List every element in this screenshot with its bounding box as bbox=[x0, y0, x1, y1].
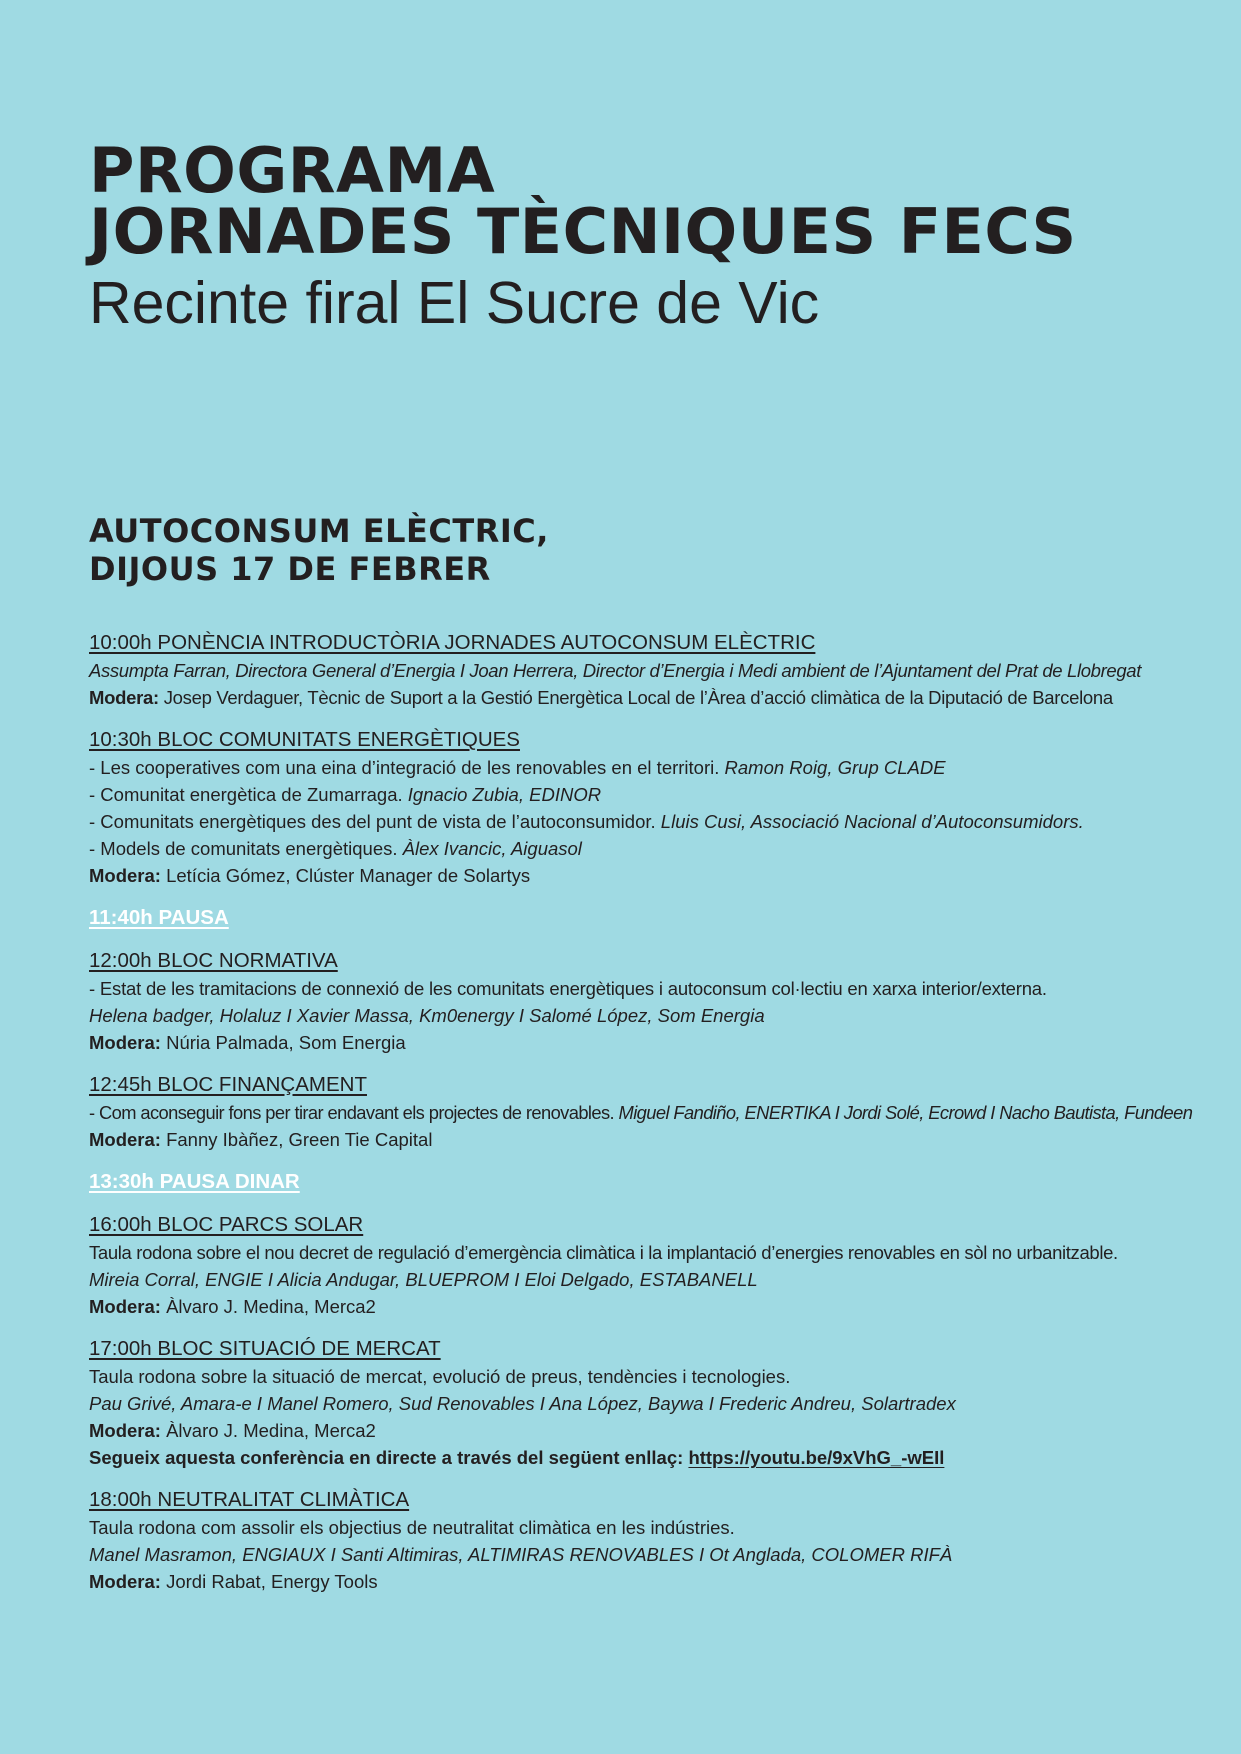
moderator-label: Modera: bbox=[89, 865, 161, 886]
moderator-label: Modera: bbox=[89, 1420, 161, 1441]
session-moderator bbox=[89, 1417, 1199, 1444]
session-title: 17:00h BLOC SITUACIÓ DE MERCAT bbox=[89, 1337, 441, 1360]
talk-item bbox=[89, 781, 1199, 808]
moderator-name: Àlvaro J. Medina, Merca2 bbox=[166, 1420, 376, 1441]
moderator-label: Modera: bbox=[89, 1571, 161, 1592]
session-title: 12:00h BLOC NORMATIVA bbox=[89, 949, 338, 972]
session-climate-neutrality bbox=[89, 1485, 1199, 1595]
talk-speaker: Lluis Cusi, Associació Nacional d’Autoconsumidors. bbox=[660, 811, 1084, 832]
talk-text: - Comunitats energètiques des del punt de vista de l’autoconsumidor. bbox=[89, 811, 656, 832]
session-description: - Estat de les tramitacions de connexió de les comunitats energètiques i autoconsum col·lectiu en xarxa interior/externa. bbox=[89, 978, 1047, 999]
session-speakers: Mireia Corral, ENGIE I Alicia Andugar, BLUEPROM I Eloi Delgado, ESTABANELL bbox=[89, 1269, 758, 1290]
moderator-name: Jordi Rabat, Energy Tools bbox=[166, 1571, 378, 1592]
talk-item bbox=[89, 754, 1199, 781]
session-title: 16:00h BLOC PARCS SOLAR bbox=[89, 1213, 364, 1236]
session-regulation bbox=[89, 946, 1199, 1056]
pause-title: 11:40h PAUSA bbox=[89, 906, 229, 929]
stream-text: Segueix aquesta conferència en directe a través del següent enllaç: bbox=[89, 1447, 684, 1468]
moderator-name: Letícia Gómez, Clúster Manager de Solartys bbox=[166, 865, 531, 886]
talk-text: - Models de comunitats energètiques. bbox=[89, 838, 398, 859]
session-description: Taula rodona sobre el nou decret de regulació d’emergència climàtica i la implantació d’energies renovables en sòl no urbanitzable. bbox=[89, 1242, 1118, 1263]
stream-link[interactable]: https://youtu.be/9xVhG_-wEIl bbox=[688, 1447, 945, 1468]
talk-text: - Com aconseguir fons per tirar endavant els projectes de renovables. bbox=[89, 1102, 615, 1123]
schedule bbox=[89, 628, 1199, 1609]
title-line-2: JORNADES TÈCNIQUES FECS bbox=[89, 195, 1077, 268]
talk-speaker: Ignacio Zubia, EDINOR bbox=[407, 784, 602, 805]
page-title bbox=[89, 134, 1077, 268]
session-moderator bbox=[89, 684, 1199, 711]
moderator-label: Modera: bbox=[89, 1129, 161, 1150]
session-market bbox=[89, 1334, 1199, 1471]
moderator-name: Núria Palmada, Som Energia bbox=[166, 1032, 406, 1053]
talk-item bbox=[89, 1099, 1199, 1126]
session-opening bbox=[89, 628, 1199, 711]
session-moderator bbox=[89, 1126, 1199, 1153]
day-heading bbox=[89, 512, 549, 588]
session-moderator bbox=[89, 862, 1199, 889]
talk-speaker: Miguel Fandiño, ENERTIKA I Jordi Solé, Ecrowd I Nacho Bautista, Fundeen bbox=[618, 1102, 1193, 1123]
venue-subtitle: Recinte firal El Sucre de Vic bbox=[89, 270, 820, 336]
session-moderator bbox=[89, 1568, 1199, 1595]
talk-item bbox=[89, 808, 1199, 835]
session-moderator bbox=[89, 1029, 1199, 1056]
talk-text: - Comunitat energètica de Zumarraga. bbox=[89, 784, 403, 805]
session-description: Taula rodona com assolir els objectius de neutralitat climàtica en les indústries. bbox=[89, 1517, 735, 1538]
session-solar-parks bbox=[89, 1210, 1199, 1320]
session-pause bbox=[89, 903, 1199, 932]
talk-text: - Les cooperatives com una eina d’integració de les renovables en el territori. bbox=[89, 757, 720, 778]
moderator-label: Modera: bbox=[89, 1032, 161, 1053]
talk-speaker: Ramon Roig, Grup CLADE bbox=[724, 757, 946, 778]
stream-notice bbox=[89, 1444, 1199, 1471]
talk-speaker: Àlex Ivancic, Aiguasol bbox=[402, 838, 582, 859]
session-speakers: Manel Masramon, ENGIAUX I Santi Altimiras, ALTIMIRAS RENOVABLES I Ot Anglada, COLOMER RIFÀ bbox=[89, 1544, 953, 1565]
moderator-name: Fanny Ibàñez, Green Tie Capital bbox=[166, 1129, 433, 1150]
session-title: 10:00h PONÈNCIA INTRODUCTÒRIA JORNADES AUTOCONSUM ELÈCTRIC bbox=[89, 631, 816, 654]
moderator-name: Àlvaro J. Medina, Merca2 bbox=[166, 1296, 376, 1317]
session-description: Taula rodona sobre la situació de mercat, evolució de preus, tendències i tecnologies. bbox=[89, 1366, 791, 1387]
day-heading-line-2: DIJOUS 17 DE FEBRER bbox=[89, 550, 491, 588]
session-communities bbox=[89, 725, 1199, 889]
moderator-label: Modera: bbox=[89, 1296, 161, 1317]
session-speakers: Pau Grivé, Amara-e I Manel Romero, Sud Renovables I Ana López, Baywa I Frederic Andreu, Solartradex bbox=[89, 1393, 956, 1414]
session-speakers: Assumpta Farran, Directora General d’Energia I Joan Herrera, Director d’Energia i Medi ambient de l’Ajuntament del Prat de Llobregat bbox=[89, 660, 1142, 681]
talk-item bbox=[89, 835, 1199, 862]
session-moderator bbox=[89, 1293, 1199, 1320]
pause-title: 13:30h PAUSA DINAR bbox=[89, 1170, 300, 1193]
session-title: 18:00h NEUTRALITAT CLIMÀTICA bbox=[89, 1488, 410, 1511]
session-title: 10:30h BLOC COMUNITATS ENERGÈTIQUES bbox=[89, 728, 520, 751]
title-line-1: PROGRAMA bbox=[89, 134, 496, 207]
moderator-label: Modera: bbox=[89, 687, 159, 708]
session-lunch-pause bbox=[89, 1167, 1199, 1196]
session-financing bbox=[89, 1070, 1199, 1153]
session-speakers: Helena badger, Holaluz I Xavier Massa, Km0energy I Salomé López, Som Energia bbox=[89, 1005, 765, 1026]
day-heading-line-1: AUTOCONSUM ELÈCTRIC, bbox=[89, 512, 549, 550]
moderator-name: Josep Verdaguer, Tècnic de Suport a la Gestió Energètica Local de l’Àrea d’acció climàtica de la Diputació de Barcelona bbox=[163, 687, 1113, 708]
session-title: 12:45h BLOC FINANÇAMENT bbox=[89, 1073, 367, 1096]
